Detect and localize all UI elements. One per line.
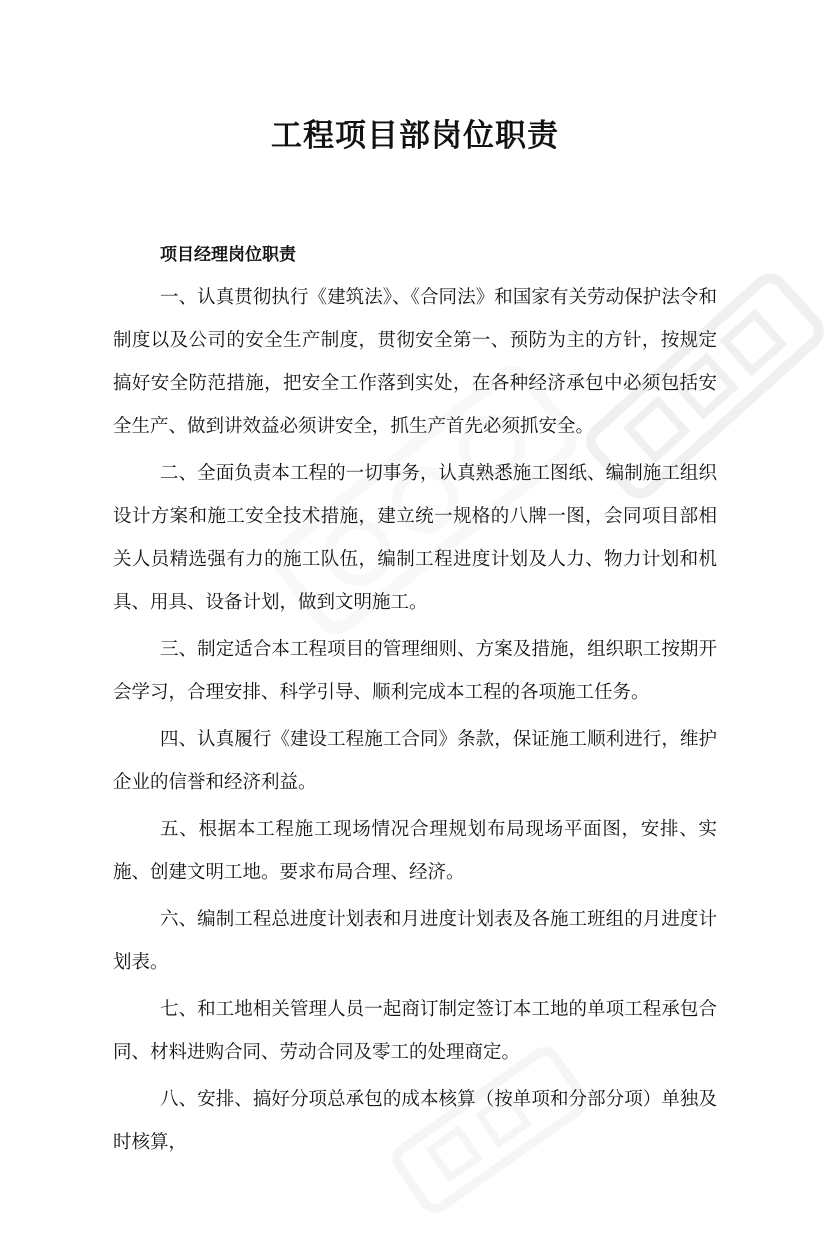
paragraph-3: 三、制定适合本工程项目的管理细则、方案及措施，组织职工按期开会学习，合理安排、科学引导、顺利完成本工程的各项施工任务。 xyxy=(113,639,717,703)
paragraph-4: 四、认真履行《建设工程施工合同》条款，保证施工顺利进行，维护企业的信誉和经济利益。 xyxy=(113,729,717,793)
paragraph-1: 一、认真贯彻执行《建筑法》、《合同法》和国家有关劳动保护法令和制度以及公司的安全生产制度，贯彻安全第一、预防为主的方针，按规定搞好安全防范措施，把安全工作落到实处，在各种经济承包中必须包括安全生产、做到讲效益必须讲安全，抓生产首先必须抓安全。 xyxy=(113,287,717,437)
paragraph-7: 七、和工地相关管理人员一起商订制定签订本工地的单项工程承包合同、材料进购合同、劳动合同及零工的处理商定。 xyxy=(113,999,717,1063)
section-heading: 项目经理岗位职责 xyxy=(160,245,296,265)
document-title: 工程项目部岗位职责 xyxy=(271,118,559,154)
paragraph-5: 五、根据本工程施工现场情况合理规划布局现场平面图，安排、实施、创建文明工地。要求布局合理、经济。 xyxy=(113,819,717,883)
paragraph-2: 二、全面负责本工程的一切事务，认真熟悉施工图纸、编制施工组织设计方案和施工安全技术措施，建立统一规格的八牌一图，会同项目部相关人员精选强有力的施工队伍，编制工程进度计划及人力、物力计划和机具、用具、设备计划，做到文明施工。 xyxy=(113,463,717,613)
document-body xyxy=(113,234,717,1168)
paragraph-6: 六、编制工程总进度计划表和月进度计划表及各施工班组的月进度计划表。 xyxy=(113,909,717,973)
paragraph-8: 八、安排、搞好分项总承包的成本核算（按单项和分部分项）单独及时核算， xyxy=(113,1089,717,1153)
